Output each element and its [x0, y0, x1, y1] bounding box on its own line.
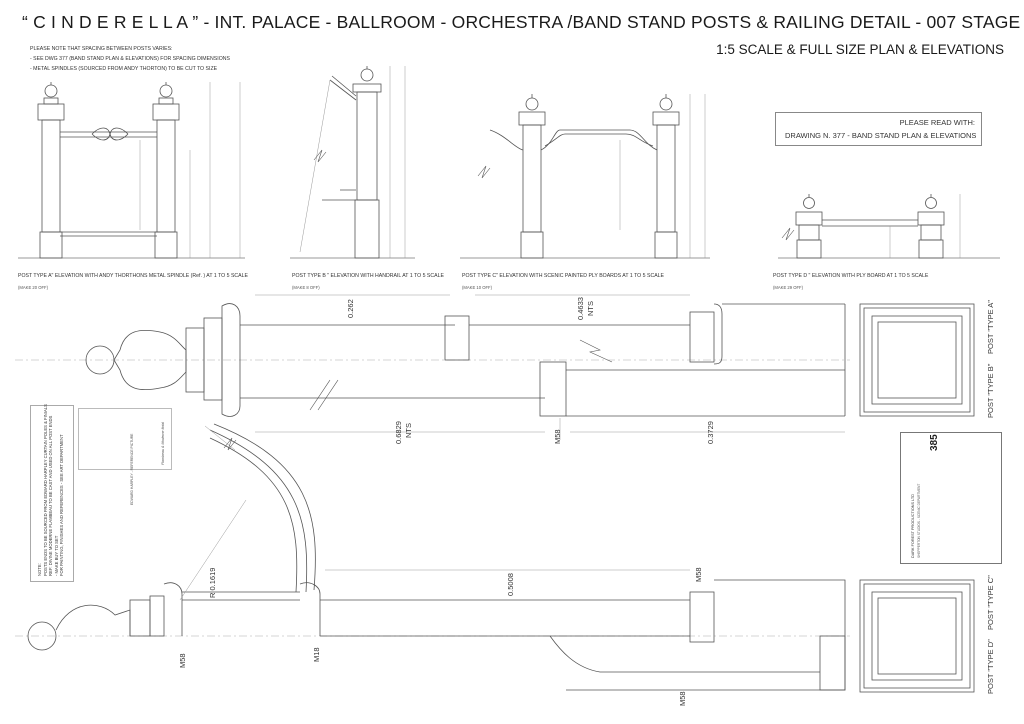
dim-04633-nts: NTS	[586, 301, 595, 316]
dim-04633: 0.4633	[576, 297, 585, 320]
reference-photo-frame	[78, 408, 172, 470]
caption-type-a: POST TYPE A" ELEVATION WITH ANDY THORTHONS METAL SPINDLE (Ref. ) AT 1 TO 5 SCALE	[18, 273, 248, 279]
dim-radius: R 0.1619	[208, 567, 217, 598]
plan-square-cd	[860, 580, 974, 692]
caption-type-d: POST TYPE D " ELEVATION WITH PLY BOARD AT 1 TO 5 SCALE	[773, 273, 929, 279]
plan-square-ab	[860, 304, 974, 416]
dim-06829: 0.6829	[394, 421, 403, 444]
make-type-d: (MAKE 29 OFF)	[773, 285, 804, 290]
dim-m58-d: M58	[678, 691, 687, 706]
dim-m58-a: M58	[553, 429, 562, 444]
make-type-a: (MAKE 20 OFF)	[18, 285, 49, 290]
caption-type-b: POST TYPE B " ELEVATION WITH HANDRAIL AT 1 TO 5 SCALE	[292, 273, 444, 279]
dim-m58-b: M58	[694, 567, 703, 582]
side-note-box	[30, 405, 74, 582]
dim-03729: 0.3729	[706, 421, 715, 444]
make-type-b: (MAKE 8 OFF)	[292, 285, 320, 290]
elevation-type-d	[778, 194, 1000, 258]
plan-label-type-b: POST "TYPE B"	[986, 363, 995, 418]
read-with-heading: PLEASE READ WITH:	[899, 118, 975, 127]
dim-05008: 0.5008	[506, 573, 515, 596]
drawing-title: “ C I N D E R E L L A ” - INT. PALACE - BALLROOM - ORCHESTRA /BAND STAND POSTS & RAILING DETAIL - 007 STAGE	[22, 12, 1021, 32]
plan-label-type-c: POST "TYPE C"	[986, 575, 995, 630]
dim-m18: M18	[312, 647, 321, 662]
elevation-type-b	[290, 66, 415, 258]
elevation-type-a	[18, 82, 245, 258]
side-note-line-4: FOR PAINTING, FINISHES AND REFERENCES - SEE ART DEPARTMENT	[59, 434, 64, 576]
make-type-c: (MAKE 10 OFF)	[462, 285, 493, 290]
notes-line-1: - SEE DWG 377 (BAND STAND PLAN & ELEVATIONS) FOR SPACING DIMENSIONS	[30, 56, 230, 62]
title-block	[900, 432, 1002, 564]
notes-heading: PLEASE NOTE THAT SPACING BETWEEN POSTS VARIES:	[30, 46, 173, 52]
side-note-heading: NOTE:	[37, 563, 42, 576]
side-note-line-2: REF: DIVINE MODERNE FLAMBEAU TO BE CAST AND USED ON ALL POST ENDS	[48, 415, 53, 576]
side-note-text	[37, 404, 65, 576]
plan-label-type-d: POST "TYPE D"	[986, 639, 995, 694]
dim-0262: 0.262	[346, 299, 355, 318]
drawing-number: 385	[929, 434, 940, 451]
dim-06829-nts: NTS	[404, 423, 413, 438]
elevation-type-c	[460, 94, 710, 258]
notes-line-2: - METAL SPINDLES (SOURCED FROM ANDY THORTON) TO BE CUT TO SIZE	[30, 66, 218, 72]
drawing-subtitle: 1:5 SCALE & FULL SIZE PLAN & ELEVATIONS	[716, 42, 1004, 57]
photo-reference: EDWARD HARPLEY - REFERENCE PICTURE	[130, 433, 134, 505]
plan-label-type-a: POST "TYPE A"	[986, 300, 995, 354]
company-sub: SHEPPERTON STUDIOS - SCENIC DEPARTMENT	[917, 483, 921, 558]
side-note-line-1: POSTS ENDS TO BE SOURCED FROM EDWARD HARPLEY CURTAIN POLES & FINIALS	[42, 404, 48, 576]
side-note-line-3: - MAKE BUY TO SET	[53, 535, 59, 576]
company-name: DARK FOREST PRODUCTIONS LTD	[911, 494, 915, 558]
read-with-reference: DRAWING N. 377 - BAND STAND PLAN & ELEVATIONS	[785, 131, 977, 140]
caption-type-c: POST TYPE C" ELEVATION WITH SCENIC PAINTED PLY BOARDS AT 1 TO 5 SCALE	[462, 273, 664, 279]
photo-caption: Flambeau & Moderne finial	[161, 422, 165, 465]
dim-m58-c: M58	[178, 653, 187, 668]
